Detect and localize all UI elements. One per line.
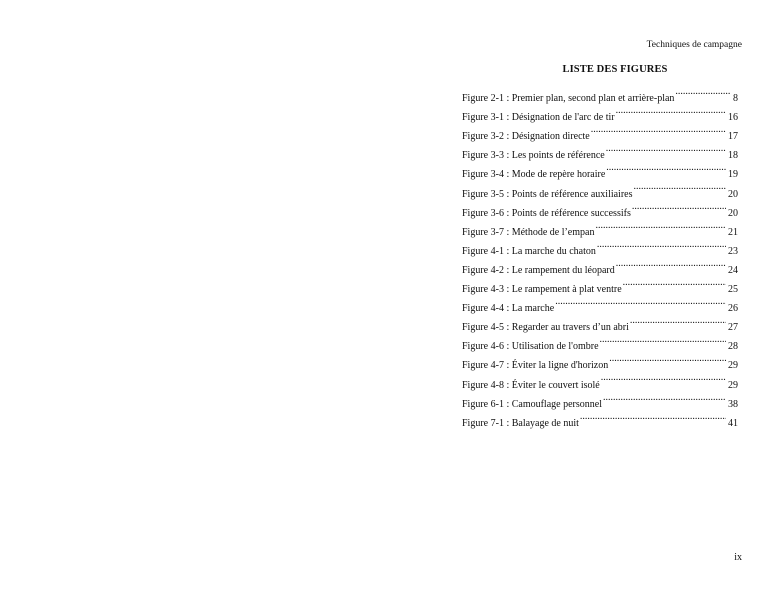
figure-entry-page: 16 xyxy=(726,108,738,127)
figure-entry-page: 24 xyxy=(726,261,738,280)
figure-entry-label: Figure 4-5 : Regarder au travers d’un abri xyxy=(462,318,630,337)
figure-entry[interactable] xyxy=(462,82,738,105)
figure-entry-page: 28 xyxy=(726,337,738,356)
figure-entry-page: 29 xyxy=(726,376,738,395)
figure-entry-label: Figure 3-7 : Méthode de l’empan xyxy=(462,223,595,242)
figure-entry-page: 19 xyxy=(726,165,738,184)
figure-entry-label: Figure 4-6 : Utilisation de l'ombre xyxy=(462,337,600,356)
figure-entry-label: Figure 3-1 : Désignation de l'arc de tir xyxy=(462,108,616,127)
figure-entry-page: 25 xyxy=(726,280,738,299)
dot-leader xyxy=(634,177,727,196)
dot-leader xyxy=(632,197,726,216)
dot-leader xyxy=(591,120,726,139)
list-of-figures xyxy=(462,64,738,429)
figure-entry-label: Figure 6-1 : Camouflage personnel xyxy=(462,395,603,414)
figure-entry-page: 27 xyxy=(726,318,738,337)
dot-leader xyxy=(616,101,726,120)
page-number: ix xyxy=(734,552,742,563)
dot-leader xyxy=(555,292,726,311)
figure-entry-label: Figure 4-1 : La marche du chaton xyxy=(462,242,597,261)
figure-entry-label: Figure 3-5 : Points de référence auxiliaires xyxy=(462,185,634,204)
dot-leader xyxy=(609,349,726,368)
figure-entry-page: 21 xyxy=(726,223,738,242)
dot-leader xyxy=(601,368,726,387)
figure-list xyxy=(462,82,738,429)
dot-leader xyxy=(616,254,726,273)
dot-leader xyxy=(595,216,726,235)
figure-entry-label: Figure 4-3 : Le rampement à plat ventre xyxy=(462,280,623,299)
figure-entry-page: 29 xyxy=(726,356,738,375)
figure-entry-page: 18 xyxy=(726,146,738,165)
dot-leader xyxy=(580,407,726,426)
figure-entry-page: 38 xyxy=(726,395,738,414)
list-of-figures-title: LISTE DES FIGURES xyxy=(562,64,668,75)
figure-entry-label: Figure 4-8 : Éviter le couvert isolé xyxy=(462,376,601,395)
figure-entry-page: 20 xyxy=(726,204,738,223)
dot-leader xyxy=(606,139,726,158)
figure-entry-page: 20 xyxy=(726,185,738,204)
figure-entry-label: Figure 3-4 : Mode de repère horaire xyxy=(462,165,606,184)
figure-entry-label: Figure 4-7 : Éviter la ligne d'horizon xyxy=(462,356,609,375)
figure-entry-label: Figure 4-4 : La marche xyxy=(462,299,555,318)
figure-entry-page: 8 xyxy=(731,89,738,108)
dot-leader xyxy=(600,330,726,349)
dot-leader xyxy=(675,82,731,101)
figure-entry-label: Figure 7-1 : Balayage de nuit xyxy=(462,414,580,433)
running-header: Techniques de campagne xyxy=(646,40,742,50)
dot-leader xyxy=(606,158,726,177)
figure-entry-label: Figure 2-1 : Premier plan, second plan et arrière-plan xyxy=(462,89,675,108)
figure-entry-label: Figure 3-6 : Points de référence successifs xyxy=(462,204,632,223)
figure-entry-page: 26 xyxy=(726,299,738,318)
dot-leader xyxy=(623,273,726,292)
figure-entry-page: 17 xyxy=(726,127,738,146)
figure-entry-label: Figure 3-2 : Désignation directe xyxy=(462,127,591,146)
figure-entry-label: Figure 4-2 : Le rampement du léopard xyxy=(462,261,616,280)
dot-leader xyxy=(630,311,726,330)
dot-leader xyxy=(597,235,726,254)
figure-entry-page: 41 xyxy=(726,414,738,433)
dot-leader xyxy=(603,388,726,407)
figure-entry-page: 23 xyxy=(726,242,738,261)
figure-entry-label: Figure 3-3 : Les points de référence xyxy=(462,146,606,165)
